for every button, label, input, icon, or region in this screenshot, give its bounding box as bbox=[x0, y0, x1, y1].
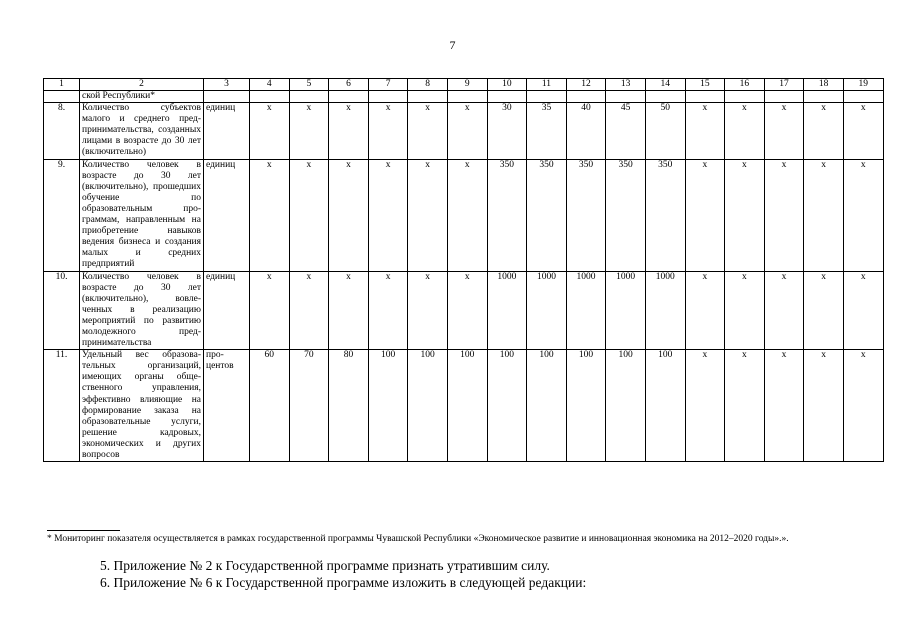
value-cell: 350 bbox=[566, 159, 606, 271]
value-cell: 50 bbox=[645, 103, 685, 159]
paragraph-item-5: 5. Приложение № 2 к Государственной программе признать утратившим силу. bbox=[100, 558, 550, 573]
value-cell: x bbox=[725, 271, 765, 350]
value-cell: x bbox=[289, 271, 329, 350]
value-cell: 100 bbox=[368, 350, 408, 462]
value-cell: 100 bbox=[566, 350, 606, 462]
value-cell: x bbox=[250, 271, 290, 350]
row-number: 10. bbox=[44, 271, 80, 350]
table-header-row bbox=[44, 79, 884, 91]
row-number: 9. bbox=[44, 159, 80, 271]
footnote-divider bbox=[47, 530, 120, 531]
value-cell: x bbox=[329, 103, 369, 159]
value-cell: x bbox=[329, 159, 369, 271]
value-cell: x bbox=[408, 103, 448, 159]
value-cell: x bbox=[764, 271, 804, 350]
value-cell: 350 bbox=[606, 159, 646, 271]
indicator-name: Количество человек в возрасте до 30 лет (включительно), вовлеченных в реализацию мероприятий по развитию молодежного предпринимательства bbox=[80, 271, 204, 350]
value-cell: x bbox=[447, 159, 487, 271]
value-cell: x bbox=[685, 103, 725, 159]
column-header: 12 bbox=[566, 79, 606, 91]
value-cell: x bbox=[408, 271, 448, 350]
value-cell: x bbox=[804, 350, 844, 462]
column-header: 10 bbox=[487, 79, 527, 91]
table-row bbox=[44, 271, 884, 350]
value-cell: x bbox=[250, 159, 290, 271]
column-header: 11 bbox=[527, 79, 567, 91]
value-cell: x bbox=[447, 103, 487, 159]
value-cell: x bbox=[289, 159, 329, 271]
column-header: 6 bbox=[329, 79, 369, 91]
value-cell: x bbox=[725, 350, 765, 462]
unit-cell: единиц bbox=[204, 103, 250, 159]
value-cell: 1000 bbox=[527, 271, 567, 350]
column-header: 1 bbox=[44, 79, 80, 91]
column-header: 15 bbox=[685, 79, 725, 91]
page-number: 7 bbox=[449, 38, 456, 52]
value-cell: x bbox=[804, 159, 844, 271]
value-cell: x bbox=[408, 159, 448, 271]
value-cell: 30 bbox=[487, 103, 527, 159]
value-cell: 1000 bbox=[645, 271, 685, 350]
value-cell: x bbox=[685, 350, 725, 462]
value-cell: 100 bbox=[527, 350, 567, 462]
value-cell: 1000 bbox=[566, 271, 606, 350]
value-cell: x bbox=[685, 271, 725, 350]
value-cell: 350 bbox=[527, 159, 567, 271]
value-cell: 100 bbox=[408, 350, 448, 462]
column-header: 5 bbox=[289, 79, 329, 91]
indicators-table bbox=[43, 78, 884, 462]
column-header: 8 bbox=[408, 79, 448, 91]
value-cell: x bbox=[843, 103, 883, 159]
value-cell: 40 bbox=[566, 103, 606, 159]
column-header: 14 bbox=[645, 79, 685, 91]
unit-cell: единиц bbox=[204, 271, 250, 350]
value-cell: x bbox=[764, 350, 804, 462]
value-cell: x bbox=[843, 350, 883, 462]
unit-cell: единиц bbox=[204, 159, 250, 271]
value-cell: 100 bbox=[447, 350, 487, 462]
value-cell: x bbox=[843, 271, 883, 350]
value-cell: x bbox=[804, 103, 844, 159]
column-header: 13 bbox=[606, 79, 646, 91]
value-cell: x bbox=[368, 103, 408, 159]
value-cell: 350 bbox=[487, 159, 527, 271]
value-cell: x bbox=[725, 159, 765, 271]
value-cell: x bbox=[764, 103, 804, 159]
column-header: 17 bbox=[764, 79, 804, 91]
value-cell: x bbox=[843, 159, 883, 271]
column-header: 19 bbox=[843, 79, 883, 91]
value-cell: 60 bbox=[250, 350, 290, 462]
table-row bbox=[44, 103, 884, 159]
column-header: 18 bbox=[804, 79, 844, 91]
value-cell: 350 bbox=[645, 159, 685, 271]
value-cell: x bbox=[289, 103, 329, 159]
value-cell: x bbox=[368, 271, 408, 350]
footnote: * Мониторинг показателя осуществляется в рамках государственной программы Чувашской Республики «Экономическое развитие и инновационная экономика на 2012–2020 годы».». bbox=[47, 534, 789, 544]
table-row bbox=[44, 159, 884, 271]
value-cell: x bbox=[725, 103, 765, 159]
row-number: 11. bbox=[44, 350, 80, 462]
value-cell: 80 bbox=[329, 350, 369, 462]
value-cell: x bbox=[804, 271, 844, 350]
paragraph-item-6: 6. Приложение № 6 к Государственной программе изложить в следующей редакции: bbox=[100, 575, 587, 590]
table-continuation-row bbox=[44, 91, 884, 103]
value-cell: x bbox=[685, 159, 725, 271]
value-cell: 100 bbox=[487, 350, 527, 462]
continuation-text: ской Республики* bbox=[80, 91, 204, 103]
value-cell: 1000 bbox=[487, 271, 527, 350]
indicator-name: Количество человек в возрасте до 30 лет (включительно), прошедших обучение по образовательным программам, направленным на приобретение навыков ведения бизнеса и создания малых и средних предприятий bbox=[80, 159, 204, 271]
value-cell: 35 bbox=[527, 103, 567, 159]
indicator-name: Количество субъектов малого и среднего предпринимательства, созданных лицами в возрасте до 30 лет (включительно) bbox=[80, 103, 204, 159]
value-cell: 45 bbox=[606, 103, 646, 159]
column-header: 9 bbox=[447, 79, 487, 91]
row-number: 8. bbox=[44, 103, 80, 159]
indicator-name: Удельный вес образовательных организаций, имеющих органы общественного управления, эффективно влияющие на формирование заказа на образовательные услуги, решение кадровых, экономических и других вопросов bbox=[80, 350, 204, 462]
value-cell: x bbox=[447, 271, 487, 350]
column-header: 3 bbox=[204, 79, 250, 91]
value-cell: x bbox=[764, 159, 804, 271]
value-cell: x bbox=[250, 103, 290, 159]
value-cell: 100 bbox=[645, 350, 685, 462]
value-cell: 70 bbox=[289, 350, 329, 462]
column-header: 7 bbox=[368, 79, 408, 91]
value-cell: 100 bbox=[606, 350, 646, 462]
column-header: 2 bbox=[80, 79, 204, 91]
value-cell: x bbox=[329, 271, 369, 350]
unit-cell: процентов bbox=[204, 350, 250, 462]
value-cell: 1000 bbox=[606, 271, 646, 350]
value-cell: x bbox=[368, 159, 408, 271]
table-row bbox=[44, 350, 884, 462]
column-header: 16 bbox=[725, 79, 765, 91]
column-header: 4 bbox=[250, 79, 290, 91]
